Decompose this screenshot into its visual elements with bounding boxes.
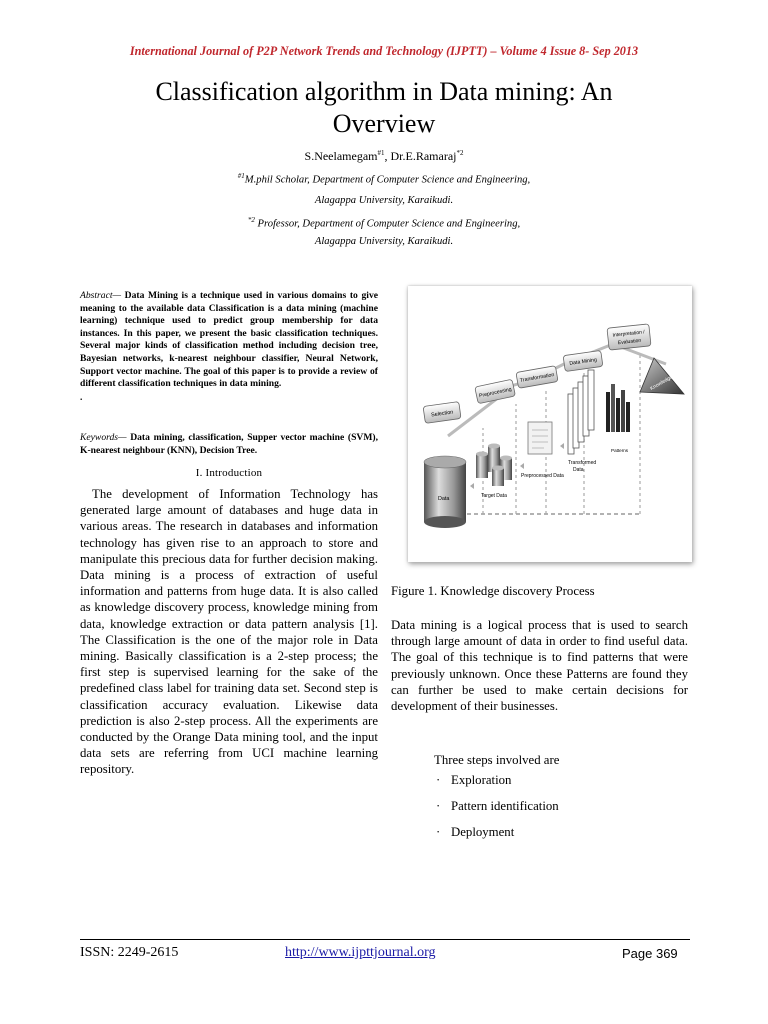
footer-url-link[interactable]: http://www.ijpttjournal.org [285, 945, 436, 960]
transformed-data-stack [568, 370, 596, 473]
paper-title [100, 76, 668, 140]
section-heading-introduction: I. Introduction [195, 467, 263, 479]
flow-arrowhead-3 [560, 443, 564, 449]
abstract-dash: — [112, 290, 122, 301]
keywords-text: Data mining, classification, Supper vector machine (SVM), K-nearest neighbour (KNN), Decision Tree. [80, 432, 378, 456]
author-1: S.Neelamegam [304, 149, 378, 163]
label-transformed-data-2: Data [573, 467, 584, 473]
bullet-glyph: · [436, 799, 441, 813]
list-item [436, 799, 559, 814]
kdd-diagram [408, 286, 692, 562]
footer-page-number: Page 369 [622, 946, 678, 961]
affiliation-1-line-1: M.phil Scholar, Department of Computer Science and Engineering, [244, 174, 531, 186]
affiliation-2-line-1: Professor, Department of Computer Science and Engineering, [254, 218, 521, 230]
list-item [436, 825, 514, 840]
figure-knowledge-discovery [408, 286, 692, 562]
footer-issn: ISSN: 2249-2615 [80, 945, 179, 960]
keywords-label: Keywords [80, 432, 119, 443]
label-interpretation-2: Evaluation [617, 337, 642, 347]
step-data-mining [563, 350, 603, 371]
affiliation-2 [0, 216, 768, 230]
author-line [0, 149, 768, 164]
right-paragraph-text: Data mining is a logical process that is used to search through large amount of data in order to find useful data. The goal of this technique is to find patterns that were previously unknown. Once these Patterns are found they can further be used to make certain decisions for development of their businesses. [391, 618, 688, 714]
abstract-text: Data Mining is a technique used in various domains to give meaning to the available data Classification is a data mining (machine learning) technique used to predict group membership for data instances. In this paper, we present the basic classification techniques. Several major kinds of classification method including decision tree, Bayesian networks, k-nearest neighbour classifier, Neural Network, Support vector machine. The goal of this paper is to provide a review of different classification techniques in data mining. [80, 290, 378, 390]
abstract-label: Abstract [80, 290, 113, 301]
step-exploration: Exploration [451, 773, 512, 787]
steps-intro: Three steps involved are [434, 753, 560, 767]
step-selection [423, 402, 461, 424]
abstract [80, 290, 378, 404]
figure-caption: Figure 1. Knowledge discovery Process [391, 584, 595, 598]
step-deployment: Deployment [451, 825, 515, 839]
affiliation-2-sup: *2 [247, 216, 255, 224]
data-cylinder [424, 456, 466, 528]
author-1-sup: #1 [377, 149, 385, 157]
preprocessed-data-doc [521, 422, 564, 479]
footer-rule [80, 939, 690, 940]
step-pattern-identification: Pattern identification [451, 799, 559, 813]
label-data-mining: Data Mining [569, 357, 598, 367]
label-interpretation-1: Interpretation / [612, 329, 646, 339]
keywords-dash: — [118, 432, 127, 443]
title-line-2: Overview [332, 109, 436, 138]
affiliation-1-line-2: Alagappa University, Karaikudi. [314, 195, 454, 206]
step-interpretation [607, 324, 651, 350]
label-preprocessed-data: Preprocessed Data [521, 473, 564, 479]
introduction-paragraph: The development of Information Technology has generated large amount of databases and huge data in various areas. The research in databases and information technology has given rise to an approach to store and manipulate this precious data for further decision making. Data mining is a process of extraction of useful information and patterns from huge data. It is also called as knowledge discovery process, knowledge mining from data, knowledge extraction or data pattern analysis [1]. The Classification is the one of the major role in Data mining. Basically classification is a 2-step process; the first step is supervised learning for the sake of the predefined class label for training data set. Second step is classification accuracy evaluation. Likewise data prediction is also 2-step process. All the experiments are conducted by the Orange Data mining tool, and the input data sets are referring from UCI machine learning repository. [80, 487, 378, 777]
title-line-1: Classification algorithm in Data mining: An [155, 77, 613, 106]
list-item [436, 773, 511, 788]
introduction-text [80, 486, 378, 778]
right-column-paragraph [391, 617, 688, 714]
step-preprocessing [475, 379, 516, 404]
label-patterns: Patterns [611, 448, 629, 453]
label-data: Data [438, 496, 450, 502]
affiliation-2-line-2: Alagappa University, Karaikudi. [314, 236, 454, 247]
affiliation-1 [0, 172, 768, 186]
label-selection: Selection [430, 409, 454, 419]
bullet-glyph: · [436, 825, 441, 839]
flow-arrowhead-2 [520, 463, 524, 469]
label-transformed-data-1: Transformed [568, 460, 597, 466]
journal-header: International Journal of P2P Network Trends and Technology (IJPTT) – Volume 4 Issue 8- Sep 2013 [129, 44, 639, 58]
author-separator: , [384, 149, 391, 163]
label-knowledge: Knowledge [649, 374, 674, 392]
keywords [80, 432, 378, 457]
patterns-bars [606, 384, 630, 453]
abstract-trailing: . [80, 391, 83, 403]
target-data-cylinders [476, 444, 512, 500]
bullet-glyph: · [436, 773, 441, 787]
affiliation-1-sup: #1 [237, 172, 245, 180]
label-target-data: Target Data [481, 493, 507, 499]
step-transformation [516, 366, 558, 389]
author-2-sup: *2 [456, 149, 464, 157]
label-preprocessing: Preprocessing [478, 386, 513, 400]
author-2: Dr.E.Ramaraj [390, 149, 457, 163]
label-transformation: Transformation [519, 372, 555, 384]
flow-arrowhead-1 [470, 483, 474, 489]
